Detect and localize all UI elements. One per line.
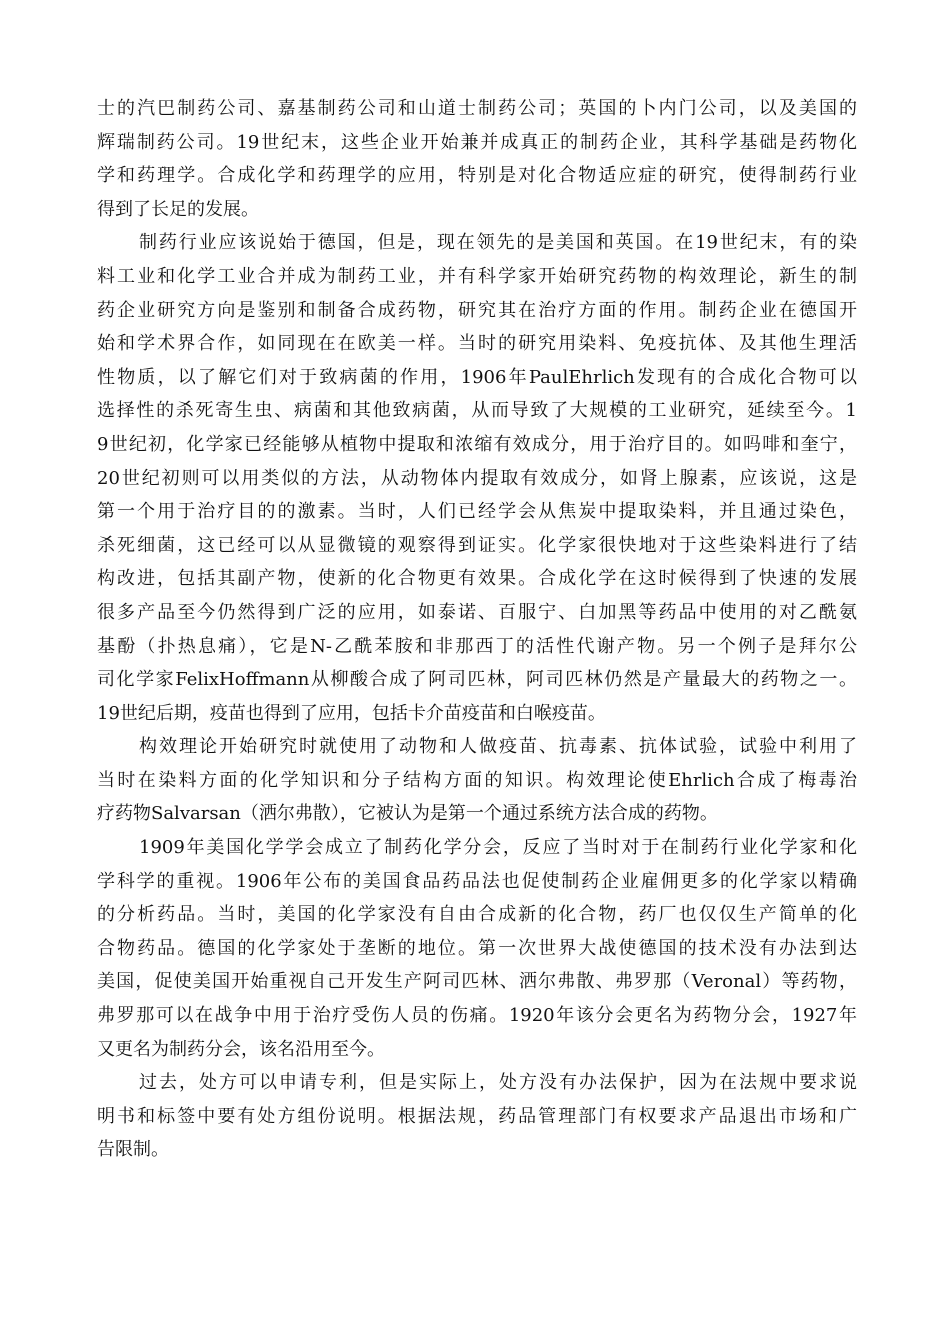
text-line: 疗药物Salvarsan（洒尔弗散），它被认为是第一个通过系统方法合成的药物。 [97, 803, 718, 825]
text-line: 第一个用于治疗目的的激素。当时，人们已经学会从焦炭中提取染料，并且通过染色， [97, 501, 857, 523]
document-page [97, 92, 857, 1167]
text-line: 辉瑞制药公司。19世纪末，这些企业开始兼并成真正的制药企业，其科学基础是药物化 [97, 131, 857, 153]
text-line: 20世纪初则可以用类似的方法，从动物体内提取有效成分，如肾上腺素，应该说，这是 [97, 467, 857, 489]
text-line: 构改进，包括其副产物，使新的化合物更有效果。合成化学在这时候得到了快速的发展 [97, 568, 857, 590]
text-line: 制药行业应该说始于德国，但是，现在领先的是美国和英国。在19世纪末，有的染 [139, 232, 857, 254]
text-line: 性物质，以了解它们对于致病菌的作用，1906年PaulEhrlich发现有的合成化合物可以 [97, 366, 857, 388]
text-line: 学和药理学。合成化学和药理学的应用，特别是对化合物适应症的研究，使得制药行业 [97, 165, 857, 187]
paragraph-3 [97, 730, 857, 831]
text-line: 明书和标签中要有处方组份说明。根据法规，药品管理部门有权要求产品退出市场和广 [97, 1105, 857, 1127]
text-line: 药企业研究方向是鉴别和制备合成药物，研究其在治疗方面的作用。制药企业在德国开 [97, 299, 857, 321]
text-line: 弗罗那可以在战争中用于治疗受伤人员的伤痛。1920年该分会更名为药物分会，1927年 [97, 1005, 857, 1027]
text-line: 选择性的杀死寄生虫、病菌和其他致病菌，从而导致了大规模的工业研究，延续至今。1 [97, 400, 857, 422]
text-line: 杀死细菌，这已经可以从显微镜的观察得到证实。化学家很快地对于这些染料进行了结 [97, 534, 857, 556]
text-line: 告限制。 [97, 1139, 169, 1161]
text-line: 很多产品至今仍然得到广泛的应用，如泰诺、百服宁、白加黑等药品中使用的对乙酰氨 [97, 601, 857, 623]
text-line: 9世纪初，化学家已经能够从植物中提取和浓缩有效成分，用于治疗目的。如吗啡和奎宁， [97, 433, 857, 455]
paragraph-1 [97, 92, 857, 226]
text-line: 基酚（扑热息痛），它是N-乙酰苯胺和非那西丁的活性代谢产物。另一个例子是拜尔公 [97, 635, 857, 657]
text-line: 士的汽巴制药公司、嘉基制药公司和山道士制药公司；英国的卜内门公司，以及美国的 [97, 98, 857, 119]
text-line: 19世纪后期，疫苗也得到了应用，包括卡介苗疫苗和白喉疫苗。 [97, 702, 606, 724]
paragraph-4 [97, 831, 857, 1066]
text-line: 过去，处方可以申请专利，但是实际上，处方没有办法保护，因为在法规中要求说 [139, 1072, 857, 1094]
text-line: 美国，促使美国开始重视自己开发生产阿司匹林、洒尔弗散、弗罗那（Veronal）等药物， [97, 971, 857, 993]
text-line: 合物药品。德国的化学家处于垄断的地位。第一次世界大战使德国的技术没有办法到达 [97, 937, 857, 959]
text-line: 1909年美国化学学会成立了制药化学分会，反应了当时对于在制药行业化学家和化 [139, 837, 857, 859]
text-line: 的分析药品。当时，美国的化学家没有自由合成新的化合物，药厂也仅仅生产简单的化 [97, 904, 857, 926]
text-line: 始和学术界合作，如同现在在欧美一样。当时的研究用染料、免疫抗体、及其他生理活 [97, 333, 857, 355]
text-line: 料工业和化学工业合并成为制药工业，并有科学家开始研究药物的构效理论，新生的制 [97, 265, 857, 287]
paragraph-5 [97, 1066, 857, 1167]
text-line: 司化学家FelixHoffmann从柳酸合成了阿司匹林，阿司匹林仍然是产量最大的药物之一。 [97, 669, 857, 691]
paragraph-2 [97, 226, 857, 730]
text-line: 构效理论开始研究时就使用了动物和人做疫苗、抗毒素、抗体试验，试验中利用了 [139, 736, 857, 758]
text-line: 又更名为制药分会，该名沿用至今。 [97, 1038, 385, 1060]
text-line: 得到了长足的发展。 [97, 198, 259, 220]
text-line: 当时在染料方面的化学知识和分子结构方面的知识。构效理论使Ehrlich合成了梅毒治 [97, 769, 857, 791]
text-line: 学科学的重视。1906年公布的美国食品药品法也促使制药企业雇佣更多的化学家以精确 [97, 870, 857, 892]
